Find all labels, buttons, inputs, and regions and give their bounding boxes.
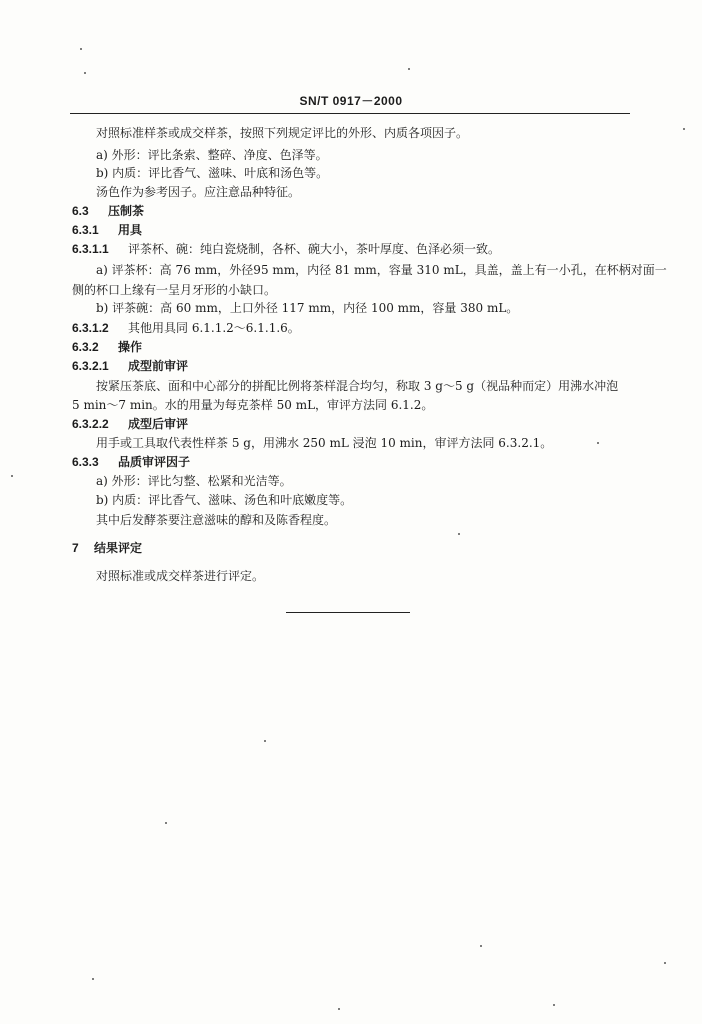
paragraph-fermented-note: 其中后发酵茶要注意滋味的醇和及陈香程度。 <box>96 513 337 527</box>
header-rule <box>70 113 630 114</box>
section-6-3-1 <box>72 222 142 238</box>
end-rule <box>286 612 410 613</box>
scan-speck <box>597 442 599 444</box>
paragraph-pre-tasting: 按紧压茶底、面和中心部分的拼配比例将茶样混合均匀，称取 3 g～5 g（视品种而定）用沸水冲泡 <box>96 379 619 393</box>
section-number: 6.3.1.1 <box>72 242 109 256</box>
paragraph-pre-tasting-cont: 5 min～7 min。水的用量为每克茶样 50 mL，审评方法同 6.1.2。 <box>72 398 434 412</box>
section-title: 结果评定 <box>94 541 143 555</box>
paragraph-intro: 对照标准样茶或成交样茶，按照下列规定评比的外形、内质各项因子。 <box>96 126 469 140</box>
scan-speck <box>165 822 167 824</box>
section-6-3-2-2 <box>72 416 188 432</box>
section-text: 其他用具同 6.1.1.2～6.1.1.6。 <box>128 321 300 335</box>
section-number: 6.3.1.2 <box>72 321 109 335</box>
section-6-3-1-2 <box>72 320 300 336</box>
section-number: 6.3.1 <box>72 223 99 237</box>
section-6-3 <box>72 203 144 219</box>
section-6-3-2 <box>72 339 142 355</box>
scan-speck <box>338 1008 340 1010</box>
scan-speck <box>92 978 94 980</box>
section-number: 6.3.2 <box>72 340 99 354</box>
section-number: 6.3.3 <box>72 455 99 469</box>
section-6-3-3 <box>72 454 190 470</box>
scan-speck <box>664 962 666 964</box>
section-text: 评茶杯、碗：纯白瓷烧制，各杯、碗大小，茶叶厚度、色泽必须一致。 <box>128 242 501 256</box>
section-title: 用具 <box>118 223 143 237</box>
scan-speck <box>683 128 685 130</box>
scan-speck <box>80 48 82 50</box>
scan-speck <box>408 68 410 70</box>
paragraph-post-tasting: 用手或工具取代表性样茶 5 g，用沸水 250 mL 浸泡 10 min，审评方法同 6.3.2.1。 <box>96 436 553 450</box>
item-tasting-cup: a) 评茶杯：高 76 mm，外径95 mm，内径 81 mm，容量 310 mL，具盖，盖上有一小孔，在杯柄对面一 <box>96 263 667 277</box>
item-quality: b) 内质：评比香气、滋味、叶底和汤色等。 <box>96 166 329 180</box>
section-number: 6.3.2.1 <box>72 359 109 373</box>
section-title: 操作 <box>118 340 143 354</box>
section-number: 6.3.2.2 <box>72 417 109 431</box>
section-6-3-2-1 <box>72 358 188 374</box>
standard-code: SN/T 0917－2000 <box>299 94 403 108</box>
scan-speck <box>553 1004 555 1006</box>
item-factor-appearance: a) 外形：评比匀整、松紧和光洁等。 <box>96 474 292 488</box>
scan-speck <box>458 533 460 535</box>
scan-speck <box>11 475 13 477</box>
item-tasting-cup-cont: 侧的杯口上缘有一呈月牙形的小缺口。 <box>72 283 277 297</box>
item-factor-quality: b) 内质：评比香气、滋味、汤色和叶底嫩度等。 <box>96 493 353 507</box>
paragraph-result: 对照标准或成交样茶进行评定。 <box>96 569 265 583</box>
section-number: 6.3 <box>72 204 89 218</box>
scan-speck <box>264 740 266 742</box>
scan-speck <box>480 945 482 947</box>
scan-speck <box>84 72 86 74</box>
section-title: 压制茶 <box>108 204 145 218</box>
section-title: 成型后审评 <box>128 417 189 431</box>
item-appearance: a) 外形：评比条索、整碎、净度、色泽等。 <box>96 148 328 162</box>
section-7 <box>72 540 142 556</box>
paragraph-liquor-color: 汤色作为参考因子。应注意品种特征。 <box>96 185 301 199</box>
item-tasting-bowl: b) 评茶碗：高 60 mm，上口外径 117 mm，内径 100 mm，容量 380 mL。 <box>96 301 519 315</box>
section-number: 7 <box>72 541 79 555</box>
section-title: 品质审评因子 <box>118 455 191 469</box>
section-6-3-1-1 <box>72 241 500 257</box>
section-title: 成型前审评 <box>128 359 189 373</box>
